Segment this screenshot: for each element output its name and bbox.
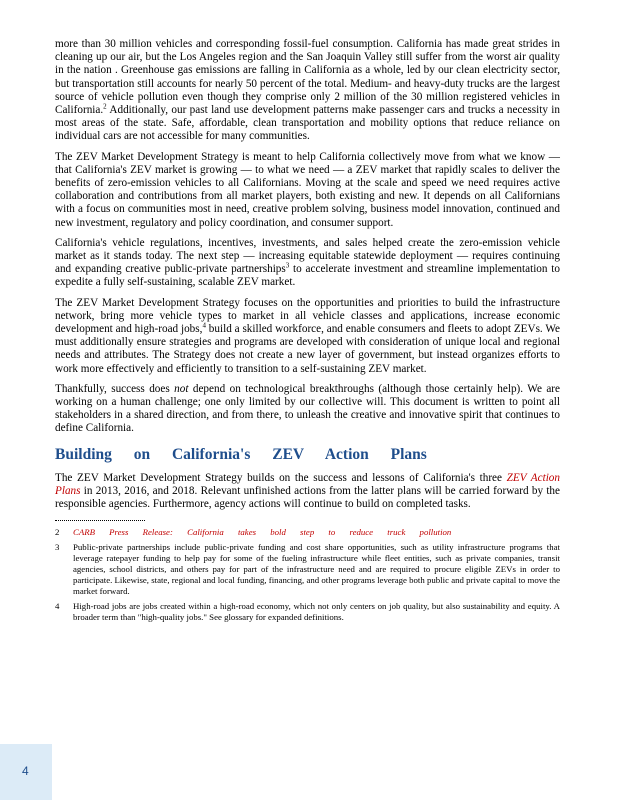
page-content (55, 38, 560, 627)
zev-action-plans-link[interactable]: ZEV Action Plans (55, 471, 560, 497)
paragraph-air-quality (55, 38, 560, 144)
paragraph-text: Additionally, our past land use development patterns make passenger cars and trucks a necessity in most areas of the state. Safe, affordable, clean transportation and mobility options that reduce reliance on individual cars are not accessible for many communities. (55, 104, 560, 143)
paragraph-text: build a skilled workforce, and enable consumers and fleets to adopt ZEVs. We must additionally ensure strategies and programs are developed with consideration of unique local and regional needs and attributes. The Strategy does not create a new layer of government, but instead organizes efforts to work more effectively and efficiently to transition to a self-sustaining ZEV market. (55, 323, 560, 375)
footnote-ref-4[interactable]: 4 (202, 321, 206, 330)
paragraph-text: The ZEV Market Development Strategy focuses on the opportunities and priorities to build the infrastructure network, bring more vehicle types to market in all vehicle classes and applications, increase economic development and high-road jobs, (55, 296, 560, 336)
footnote-2[interactable] (55, 527, 560, 538)
paragraph-text: The ZEV Market Development Strategy is meant to help California collectively move from what we know — that California's ZEV market is growing — to what we need — a ZEV market that rapidly scales to deliver the benefits of zero-emission vehicles to all Californians. Moving at the scale and speed we need requires active collaboration and contributions from all market players, both existing and new. It depends on all Californians with a focus on communities most in need, creative problem solving, business model innovation, continued and new investment, regulatory and policy coordination, and consumer support. (55, 150, 560, 229)
paragraph-regulations (55, 237, 560, 290)
footnote-separator (55, 520, 145, 521)
paragraph-text: The ZEV Market Development Strategy builds on the success and lessons of California's three (55, 471, 507, 484)
footnote-3 (55, 542, 560, 597)
paragraph-text: depend on technological breakthroughs (although those certainly help). We are working on a human challenge; one only limited by our collective will. This document is written to point all stakeholders in a shared direction, and from there, to unleash the creative and innovative spirit that continues to define California. (55, 382, 561, 435)
paragraph-action-plans (55, 472, 560, 512)
paragraph-text: Thankfully, success does (55, 382, 175, 395)
footnote-text: High-road jobs are jobs created within a high-road economy, which not only centers on job quality, but also sustainability and equity. A broader term than "high-quality jobs." See glossary for expanded definitions. (73, 601, 560, 623)
paragraph-thankfully (55, 383, 560, 436)
paragraph-text: California's vehicle regulations, incentives, investments, and sales helped create the zero-emission vehicle market as it stands today. The next step — increasing equitable statewide deployment — requires continuing and expanding creative public-private partnerships (55, 236, 560, 276)
paragraph-strategy-purpose (55, 151, 560, 230)
footnote-ref-3[interactable]: 3 (285, 261, 290, 270)
paragraph-strategy-focus (55, 297, 560, 376)
paragraph-text: in 2013, 2016, and 2018. Relevant unfinished actions from the latter plans will be carried forward by the responsible agencies. Furthermore, agency actions will continue to build on completed tasks. (55, 484, 560, 511)
footnote-ref-2[interactable]: 2 (103, 102, 107, 111)
footnote-number: 2 (55, 527, 60, 538)
emphasis-text: not (174, 382, 189, 395)
footnote-text: Public-private partnerships include public-private funding and cost share opportunities, such as utility infrastructure programs that leverage ratepayer funding to help pay for some of the fueling infrastructure while fleet entities, such as private companies, transit agencies, school districts, and others pay for part of the infrastructure need and are required to procure eligible ZEVs in order to participate. Likewise, state, regional and local funding, financing, and other programs leverage both public and private capital to move the market forward. (73, 542, 560, 597)
paragraph-text: to accelerate investment and streamline implementation to expedite a fully self-sustaining, scalable ZEV market. (55, 263, 560, 289)
footnote-4 (55, 601, 560, 623)
footnote-number: 4 (55, 601, 60, 612)
page-number: 4 (22, 764, 29, 778)
section-heading: Building on California's ZEV Action Plans (55, 445, 427, 463)
carb-press-release-link[interactable]: CARB Press Release: California takes bold step to reduce truck pollution (73, 527, 452, 538)
footnote-number: 3 (55, 542, 60, 553)
paragraph-text: more than 30 million vehicles and corresponding fossil-fuel consumption. California has made great strides in cleaning up our air, but the Los Angeles region and the San Joaquin Valley still suffer from the worst air quality in the nation . Greenhouse gas emissions are falling in California as a whole, led by our clean electricity sector, but transportation still accounts for nearly 50 percent of the total. Medium- and heavy-duty trucks are the largest source of vehicle pollution even though they comprise only 2 million of the 30 million registered vehicles in California. (55, 38, 560, 117)
